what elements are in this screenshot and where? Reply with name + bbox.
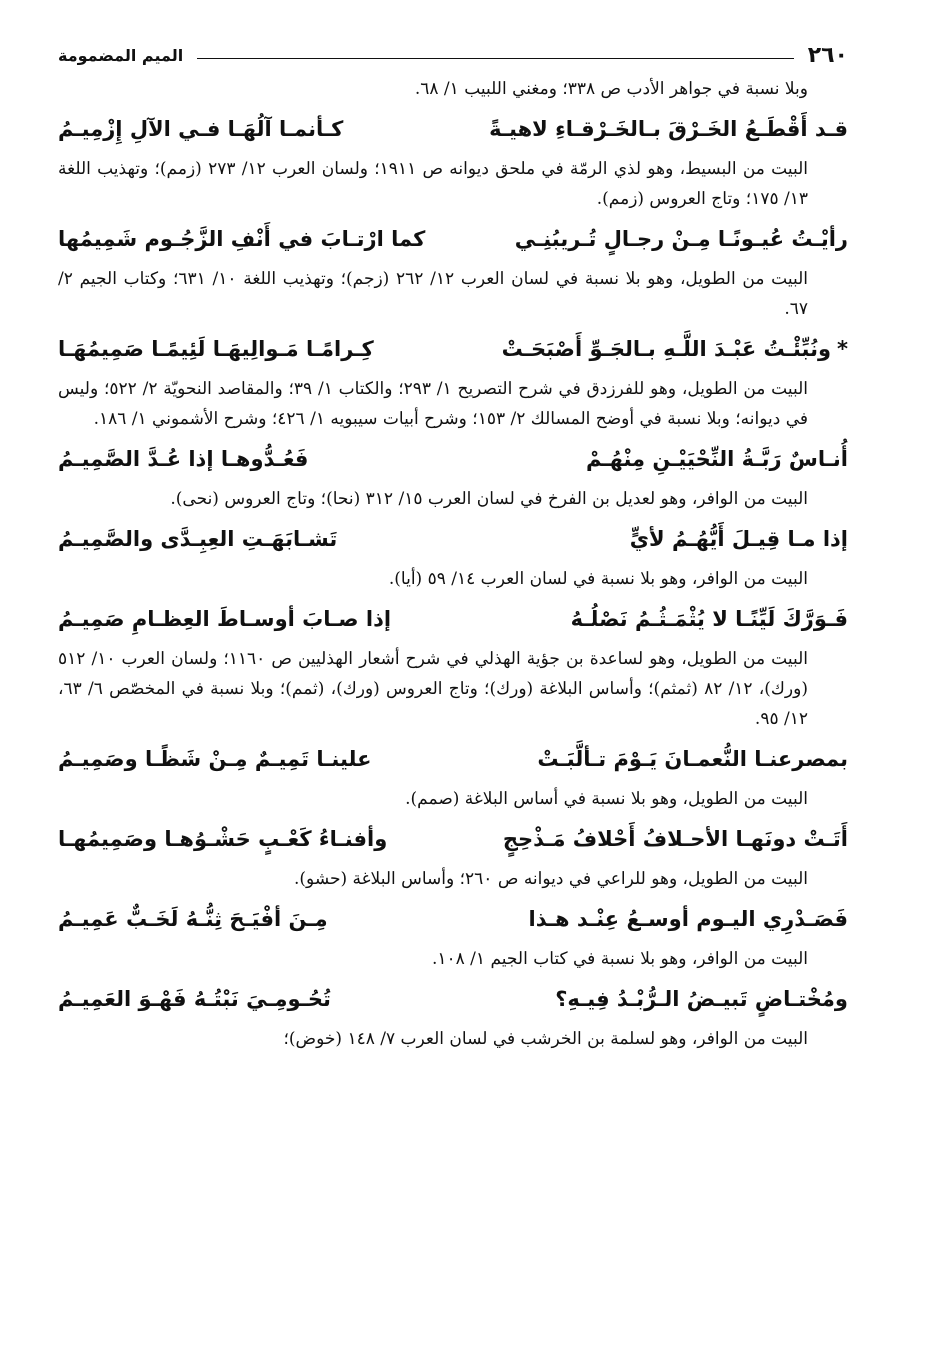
verse-line xyxy=(58,104,848,154)
verse-entry xyxy=(58,894,848,974)
page xyxy=(58,36,848,1054)
source-note: البيت من الطويل، وهو بلا نسبة في لسان العرب ١٢/ ٢٦٢ (زجم)؛ وتهذيب اللغة ١٠/ ٦٣١؛ وكتاب الجيم ٢/ ٦٧. xyxy=(58,269,809,319)
verse-line xyxy=(58,214,848,264)
verse-entry xyxy=(58,594,848,734)
verse-line xyxy=(58,734,848,784)
source-note: البيت من الطويل، وهو لساعدة بن جؤية الهذلي في شرح أشعار الهذليين ص ١١٦٠؛ ولسان العرب ١٠/ ٥١٢ (ورك)، ١٢/ ٨٢ (ثمثم)؛ وأساس البلاغة (ورك)؛ وتاج العروس (ورك)، (ثمم)؛ وبلا نسبة في المخصّص ٦/ ٦٣، ١٢/ ٩٥. xyxy=(58,649,809,729)
verse-entry xyxy=(58,214,848,324)
verse-entry xyxy=(58,324,848,434)
first-hemistich-text: ومُخْتـاضٍ تَبيـضُ الـرُّبْـدُ فِيـهِ؟ xyxy=(555,987,848,1011)
first-hemistich xyxy=(630,514,848,564)
verse-line xyxy=(58,324,848,374)
first-hemistich-text: فَـوَرَّكَ لَيِّنًـا لا يُثْمَـثُـمُ نَصْلُـهُ xyxy=(570,607,848,631)
source-note: البيت من الوافر، وهو بلا نسبة في كتاب الجيم ١/ ١٠٨. xyxy=(431,949,808,969)
first-hemistich xyxy=(555,974,848,1024)
verse-line xyxy=(58,814,848,864)
second-hemistich: إذا صـابَ أوسـاطَ العِظـامِ صَمِيـمُ xyxy=(58,607,392,631)
first-hemistich-text: ونُبِّئْـتُ عَبْـدَ اللَّـهِ بـالجَـوِّ أَصْبَحَـتْ xyxy=(501,337,832,361)
first-hemistich-text: رأيْـتُ عُيـونًـا مِـنْ رجـالٍ تُـريبُنِـي xyxy=(514,227,848,251)
entries-list xyxy=(58,104,848,1054)
source-note: البيت من الطويل، وهو للفرزدق في شرح التصريح ١/ ٢٩٣؛ والكتاب ١/ ٣٩؛ والمقاصد النحويّة ٢/ ٥٢٢؛ وليس في ديوانه؛ وبلا نسبة في أوضح المسالك ٢/ ١٥٣؛ وشرح أبيات سيبويه ١/ ٤٢٦؛ وشرح الأشموني ١/ ١٨٦. xyxy=(58,379,809,429)
verse-entry xyxy=(58,434,848,514)
verse-line xyxy=(58,434,848,484)
first-hemistich xyxy=(529,894,848,944)
verse-entry xyxy=(58,734,848,814)
second-hemistich: وأفنـاءُ كَعْـبٍ حَشْـوُهـا وصَمِيمُهـا xyxy=(58,827,388,851)
section-title: الميم المضمومة xyxy=(58,45,184,65)
source-note: البيت من الوافر، وهو لسلمة بن الخرشب في لسان العرب ٧/ ١٤٨ (خوض)؛ xyxy=(283,1029,808,1049)
first-hemistich xyxy=(503,814,848,864)
second-hemistich: فَعُـدُّوهـا إذا عُـدَّ الصَّمِيـمُ xyxy=(58,447,309,471)
intro-note: وبلا نسبة في جواهر الأدب ص ٣٣٨؛ ومغني اللبيب ١/ ٦٨. xyxy=(414,79,808,99)
page-header xyxy=(58,36,848,74)
second-hemistich: كما ارْتـابَ في أَنْفِ الزَّجُـوم شَمِيمُها xyxy=(58,227,426,251)
verse-line xyxy=(58,594,848,644)
first-hemistich-text: أَتَـتْ دونَهـا الأحـلافُ أَحْلافُ مَـذْحِجٍ xyxy=(502,827,848,851)
verse-line xyxy=(58,514,848,564)
first-hemistich xyxy=(502,324,848,374)
verse-entry xyxy=(58,514,848,594)
second-hemistich: علينـا تَمِيـمٌ مِـنْ شَظًـا وصَمِيـمُ xyxy=(58,747,372,771)
first-hemistich xyxy=(537,734,848,784)
verse-entry xyxy=(58,814,848,894)
first-hemistich xyxy=(586,434,848,484)
asterisk-marker: * xyxy=(837,337,848,361)
page-number: ٢٦٠ xyxy=(807,42,848,68)
first-hemistich-text: أُنـاسٌ رَبَّـةُ النِّحْيَيْـنِ مِنْهُـمْ xyxy=(585,447,848,471)
first-hemistich xyxy=(515,214,848,264)
source-note: البيت من الوافر، وهو لعديل بن الفرخ في لسان العرب ١٥/ ٣١٢ (نحا)؛ وتاج العروس (نحى). xyxy=(170,489,808,509)
first-hemistich xyxy=(571,594,848,644)
first-hemistich xyxy=(489,104,848,154)
second-hemistich: كِـرامًـا مَـوالِيهَـا لَئِيمًـا صَمِيمُهَـا xyxy=(58,337,374,361)
source-note: البيت من الطويل، وهو بلا نسبة في أساس البلاغة (صمم). xyxy=(405,789,808,809)
source-note: البيت من البسيط، وهو لذي الرمّة في ملحق ديوانه ص ١٩١١؛ ولسان العرب ١٢/ ٢٧٣ (زمم)؛ وتهذيب اللغة ١٣/ ١٧٥؛ وتاج العروس (زمم). xyxy=(58,159,808,209)
second-hemistich: تَشـابَهَـتِ العِبِـدَّى والصَّمِيـمُ xyxy=(58,527,338,551)
verse-line xyxy=(58,974,848,1024)
first-hemistich-text: فَصَـدْرِي اليـوم أوسـعُ عِنْـد هـذا xyxy=(528,907,848,931)
second-hemistich: مِـنَ أفْيَـحَ ثِنُّـهُ لَخَـبٌّ عَمِيـمُ xyxy=(58,907,328,931)
source-note: البيت من الوافر، وهو بلا نسبة في لسان العرب ١٤/ ٥٩ (أيا). xyxy=(388,569,808,589)
verse-entry xyxy=(58,974,848,1054)
first-hemistich-text: إذا مـا قِيـلَ أَيُّهُـمُ لأيٍّ xyxy=(629,527,848,551)
second-hemistich: تُحُـومِـيَ نَبْتُـهُ فَهْـوَ العَمِيـمُ xyxy=(58,987,331,1011)
source-note: البيت من الطويل، وهو للراعي في ديوانه ص ٢٦٠؛ وأساس البلاغة (حشو). xyxy=(294,869,808,889)
first-hemistich-text: قـد أَقْطَـعُ الخَـرْقَ بـالخَـرْقـاءِ لاهيـةً xyxy=(489,117,848,141)
header-rule xyxy=(197,58,793,59)
verse-entry xyxy=(58,104,848,214)
verse-line xyxy=(58,894,848,944)
second-hemistich: كـأنمـا آلُهَـا فـي الآلِ إِزْمِيـمُ xyxy=(58,117,344,141)
first-hemistich-text: بمصرعنـا النُّعمـانَ يَـوْمَ تـألَّبَـتْ xyxy=(537,747,848,771)
